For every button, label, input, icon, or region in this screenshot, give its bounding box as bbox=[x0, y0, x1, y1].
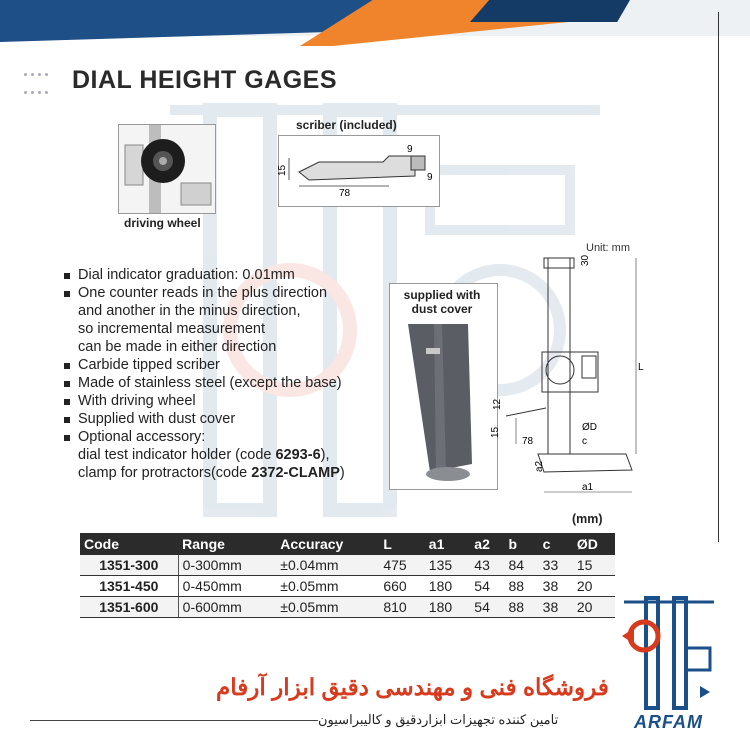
gage-dim-a1: a1 bbox=[582, 482, 594, 493]
accessory-code-2: 2372-CLAMP bbox=[251, 465, 340, 481]
feature-item-continuation: can be made in either direction bbox=[78, 339, 277, 355]
scriber-drawing bbox=[278, 135, 440, 207]
page-divider-line bbox=[718, 12, 719, 542]
table-row bbox=[80, 555, 615, 576]
table-header-row bbox=[80, 533, 615, 555]
table-cell: 135 bbox=[425, 555, 470, 576]
logo-text: ARFAM bbox=[634, 712, 703, 732]
table-cell: 0-450mm bbox=[178, 576, 276, 597]
feature-item: Made of stainless steel (except the base) bbox=[62, 374, 382, 392]
table-cell: 88 bbox=[504, 576, 538, 597]
table-cell: 660 bbox=[379, 576, 424, 597]
table-cell: 20 bbox=[573, 576, 615, 597]
col-header: c bbox=[539, 533, 573, 555]
accessory-code-1: 6293-6 bbox=[275, 447, 321, 463]
col-header: Code bbox=[80, 533, 178, 555]
gage-dim-15: 15 bbox=[490, 426, 501, 438]
spec-table bbox=[80, 533, 615, 618]
scriber-label: scriber (included) bbox=[296, 118, 397, 132]
driving-wheel-photo bbox=[118, 124, 216, 214]
shop-name: فروشگاه فنی و مهندسی دقیق ابزار آرفام bbox=[216, 674, 609, 700]
shop-tagline: تامین کننده تجهیزات ابزاردقیق و کالیبراسیون bbox=[318, 712, 559, 727]
table-cell: 15 bbox=[573, 555, 615, 576]
col-header: Range bbox=[178, 533, 276, 555]
gage-dim-78: 78 bbox=[522, 436, 534, 447]
table-cell: ±0.04mm bbox=[276, 555, 379, 576]
dust-cover-label: supplied with dust cover bbox=[403, 288, 481, 316]
col-header: Accuracy bbox=[276, 533, 379, 555]
table-cell: 43 bbox=[470, 555, 504, 576]
gage-dim-top: 30 bbox=[580, 254, 591, 266]
feature-item-continuation: so incremental measurement bbox=[78, 321, 265, 337]
feature-list bbox=[62, 266, 382, 482]
top-banner-navy-stripe bbox=[470, 0, 630, 22]
table-cell: 38 bbox=[539, 576, 573, 597]
table-cell: 54 bbox=[470, 576, 504, 597]
scriber-dim-width: 9 bbox=[407, 144, 413, 155]
gage-dim-a2: a2 bbox=[534, 460, 545, 472]
table-cell: 1351-600 bbox=[80, 597, 178, 618]
arfam-logo-icon bbox=[620, 594, 718, 712]
table-cell: 180 bbox=[425, 597, 470, 618]
feature-item: Supplied with dust cover bbox=[62, 410, 382, 428]
table-cell: 54 bbox=[470, 597, 504, 618]
col-header: a1 bbox=[425, 533, 470, 555]
col-header: a2 bbox=[470, 533, 504, 555]
col-header: ØD bbox=[573, 533, 615, 555]
table-cell: 475 bbox=[379, 555, 424, 576]
gage-dim-L: L bbox=[638, 362, 644, 373]
page-title: DIAL HEIGHT GAGES bbox=[72, 66, 338, 94]
accessory-line-1: dial test indicator holder (code 6293-6), bbox=[78, 447, 330, 463]
scriber-dim-thick: 9 bbox=[427, 172, 433, 183]
driving-wheel-label: driving wheel bbox=[124, 216, 201, 230]
feature-item: One counter reads in the plus direction bbox=[62, 284, 382, 302]
table-cell: 0-300mm bbox=[178, 555, 276, 576]
scriber-dim-height: 15 bbox=[277, 164, 288, 176]
table-cell: 20 bbox=[573, 597, 615, 618]
feature-item: With driving wheel bbox=[62, 392, 382, 410]
footer-rule bbox=[30, 720, 318, 721]
table-cell: 1351-450 bbox=[80, 576, 178, 597]
table-cell: 38 bbox=[539, 597, 573, 618]
unit-label: Unit: mm bbox=[586, 242, 630, 254]
feature-item: Carbide tipped scriber bbox=[62, 356, 382, 374]
gage-dim-12: 12 bbox=[492, 398, 503, 410]
accessory-line-2: clamp for protractors(code 2372-CLAMP) bbox=[78, 465, 345, 481]
col-header: b bbox=[504, 533, 538, 555]
decorative-dots bbox=[22, 64, 50, 76]
feature-item-continuation: and another in the minus direction, bbox=[78, 303, 301, 319]
table-cell: 810 bbox=[379, 597, 424, 618]
table-cell: 0-600mm bbox=[178, 597, 276, 618]
table-cell: 33 bbox=[539, 555, 573, 576]
table-unit: (mm) bbox=[572, 512, 603, 526]
feature-item: Dial indicator graduation: 0.01mm bbox=[62, 266, 382, 284]
table-cell: 180 bbox=[425, 576, 470, 597]
table-row bbox=[80, 576, 615, 597]
table-cell: 1351-300 bbox=[80, 555, 178, 576]
table-row bbox=[80, 597, 615, 618]
table-cell: ±0.05mm bbox=[276, 597, 379, 618]
table-cell: ±0.05mm bbox=[276, 576, 379, 597]
height-gage-drawing bbox=[486, 240, 656, 502]
scriber-dim-length: 78 bbox=[339, 188, 351, 199]
col-header: L bbox=[379, 533, 424, 555]
gage-dim-c: c bbox=[582, 436, 587, 447]
table-cell: 88 bbox=[504, 597, 538, 618]
table-cell: 84 bbox=[504, 555, 538, 576]
feature-item: Optional accessory: bbox=[62, 428, 382, 446]
gage-dim-D: ØD bbox=[582, 422, 597, 433]
